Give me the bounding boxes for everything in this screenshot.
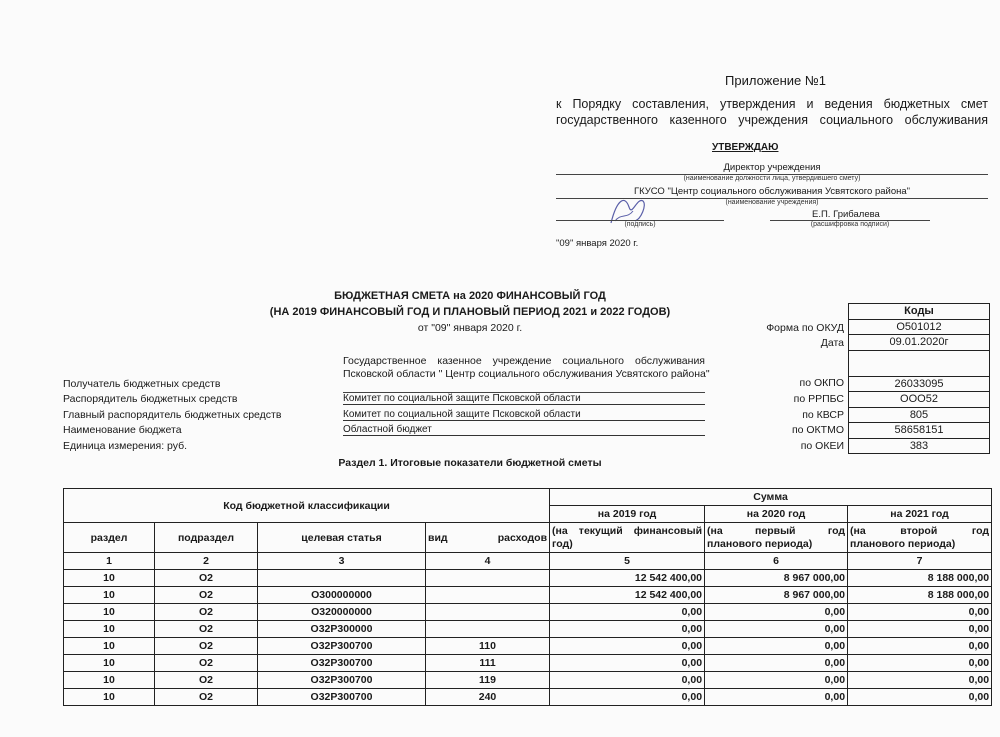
manager-value: Комитет по социальной защите Псковской области (343, 393, 705, 405)
cell-sum-2019: 0,00 (550, 621, 705, 638)
cell-celevaya: О300000000 (258, 587, 426, 604)
table-row (64, 587, 992, 604)
cell-sum-2020: 8 967 000,00 (705, 570, 848, 587)
cell-sum-2019: 0,00 (550, 689, 705, 706)
sum-header: Сумма (550, 489, 992, 506)
table-row (64, 672, 992, 689)
code-label-oktmo: по ОКТМО (791, 424, 844, 436)
code-label-okud: Форма по ОКУД (766, 322, 844, 334)
cell-vid: 119 (426, 672, 550, 689)
appendix-line-2: государственного казенного учреждения социального обслуживания (556, 113, 988, 127)
col-number: 3 (258, 553, 426, 570)
manager-label: Распорядитель бюджетных средств (63, 393, 238, 405)
table-row (64, 604, 992, 621)
col-number: 4 (426, 553, 550, 570)
budget-value: Областной бюджет (343, 424, 705, 436)
cell-sum-2021: 0,00 (848, 621, 992, 638)
name-caption: (расшифровка подписи) (810, 221, 890, 228)
cell-razdel: 10 (64, 587, 155, 604)
code-kvsr: 805 (849, 407, 990, 423)
code-date: 09.01.2020г (849, 335, 990, 351)
table-row (64, 689, 992, 706)
codes-header: Коды (849, 304, 990, 320)
cell-podrazdel: О2 (155, 655, 258, 672)
col-header-vid-b: расходов (497, 531, 548, 544)
code-rrpbs: ООО52 (849, 392, 990, 408)
cell-sum-2021: 8 188 000,00 (848, 570, 992, 587)
table-row (64, 655, 992, 672)
col-number: 2 (155, 553, 258, 570)
cell-celevaya: О32Р300700 (258, 655, 426, 672)
code-label-okei: по ОКЕИ (800, 440, 844, 452)
doc-title-line-1: БЮДЖЕТНАЯ СМЕТА на 2020 ФИНАНСОВЫЙ ГОД (334, 290, 606, 302)
approval-heading: УТВЕРЖДАЮ (712, 142, 779, 153)
cell-sum-2019: 12 542 400,00 (550, 570, 705, 587)
codes-table (848, 303, 990, 454)
approver-position: Директор учреждения (723, 162, 821, 173)
cell-sum-2020: 0,00 (705, 672, 848, 689)
code-okpo: 26033095 (849, 376, 990, 392)
col-header-vid (426, 523, 550, 553)
col-header-y2-line2: планового периода) (707, 537, 813, 550)
cell-razdel: 10 (64, 638, 155, 655)
col-header-y1-line1: (на текущий финансовый (552, 524, 703, 537)
cell-sum-2020: 0,00 (705, 621, 848, 638)
year-header-2019: на 2019 год (550, 506, 705, 523)
code-blank (849, 350, 990, 376)
cell-sum-2021: 0,00 (848, 638, 992, 655)
col-number: 6 (705, 553, 848, 570)
budget-label: Наименование бюджета (63, 424, 182, 436)
recipient-value-line-2: Псковской области " Центр социального обслуживания Усвятского района" (343, 368, 710, 380)
table-row (64, 638, 992, 655)
year-header-2020: на 2020 год (705, 506, 848, 523)
code-oktmo: 58658151 (849, 423, 990, 439)
cell-razdel: 10 (64, 672, 155, 689)
code-okei: 383 (849, 438, 990, 454)
cell-celevaya: О32Р300000 (258, 621, 426, 638)
col-header-y3-line1: (на второй год (850, 524, 990, 537)
cell-razdel: 10 (64, 604, 155, 621)
col-header-y3-line2: планового периода) (850, 537, 956, 550)
appendix-title: Приложение №1 (725, 73, 827, 88)
cell-sum-2020: 0,00 (705, 689, 848, 706)
code-label-rrpbs: по РРПБС (793, 393, 844, 405)
col-header-y1-line2: год) (552, 537, 573, 550)
col-number: 7 (848, 553, 992, 570)
cell-sum-2021: 0,00 (848, 655, 992, 672)
code-label-okpo: по ОКПО (799, 377, 844, 389)
doc-title-line-2: (НА 2019 ФИНАНСОВЫЙ ГОД И ПЛАНОВЫЙ ПЕРИОД 2021 и 2022 ГОДОВ) (269, 306, 671, 318)
cell-celevaya (258, 570, 426, 587)
cell-sum-2019: 0,00 (550, 604, 705, 621)
institution-caption: (наименование учреждения) (725, 199, 819, 206)
cell-razdel: 10 (64, 570, 155, 587)
col-header-y1 (550, 523, 705, 553)
col-header-podrazdel: подраздел (155, 523, 258, 553)
code-okud: О501012 (849, 319, 990, 335)
classification-header: Код бюджетной классификации (64, 489, 550, 523)
doc-date-line: от "09" января 2020 г. (417, 322, 523, 334)
cell-sum-2019: 0,00 (550, 672, 705, 689)
cell-vid (426, 604, 550, 621)
cell-sum-2020: 8 967 000,00 (705, 587, 848, 604)
cell-razdel: 10 (64, 689, 155, 706)
cell-celevaya: О32Р300700 (258, 689, 426, 706)
col-header-y3 (848, 523, 992, 553)
col-number: 1 (64, 553, 155, 570)
col-header-vid-a: вид (428, 531, 448, 544)
col-header-y2 (705, 523, 848, 553)
cell-podrazdel: О2 (155, 638, 258, 655)
cell-podrazdel: О2 (155, 587, 258, 604)
cell-razdel: 10 (64, 655, 155, 672)
signer-name: Е.П. Грибалева (812, 209, 880, 220)
signature-caption: (подпись) (624, 221, 656, 228)
year-header-2021: на 2021 год (848, 506, 992, 523)
cell-sum-2019: 12 542 400,00 (550, 587, 705, 604)
code-label-kvsr: по КВСР (802, 409, 844, 421)
cell-vid (426, 570, 550, 587)
table-row (64, 621, 992, 638)
cell-razdel: 10 (64, 621, 155, 638)
table-row (64, 570, 992, 587)
col-header-celevaya: целевая статья (258, 523, 426, 553)
approval-date: "09" января 2020 г. (556, 238, 639, 249)
cell-sum-2021: 0,00 (848, 689, 992, 706)
cell-vid (426, 621, 550, 638)
cell-sum-2020: 0,00 (705, 655, 848, 672)
position-caption: (наименование должности лица, утвердившего смету) (683, 175, 861, 182)
cell-podrazdel: О2 (155, 621, 258, 638)
budget-table (63, 488, 992, 706)
cell-podrazdel: О2 (155, 570, 258, 587)
cell-vid: 111 (426, 655, 550, 672)
cell-sum-2021: 8 188 000,00 (848, 587, 992, 604)
recipient-label: Получатель бюджетных средств (63, 378, 221, 390)
cell-celevaya: О32Р300700 (258, 638, 426, 655)
approver-institution: ГКУСО "Центр социального обслуживания Усвятского района" (633, 186, 911, 197)
cell-podrazdel: О2 (155, 604, 258, 621)
cell-sum-2019: 0,00 (550, 638, 705, 655)
cell-vid (426, 587, 550, 604)
cell-sum-2020: 0,00 (705, 604, 848, 621)
cell-sum-2021: 0,00 (848, 672, 992, 689)
cell-podrazdel: О2 (155, 672, 258, 689)
section-title: Раздел 1. Итоговые показатели бюджетной сметы (338, 457, 602, 469)
code-label-date: Дата (820, 337, 844, 349)
chief-label: Главный распорядитель бюджетных средств (63, 409, 282, 421)
unit-label: Единица измерения: руб. (63, 440, 188, 452)
cell-sum-2019: 0,00 (550, 655, 705, 672)
chief-value: Комитет по социальной защите Псковской области (343, 409, 705, 421)
recipient-value-line-1: Государственное казенное учреждение социального обслуживания (343, 355, 705, 367)
cell-sum-2021: 0,00 (848, 604, 992, 621)
appendix-line-1: к Порядку составления, утверждения и ведения бюджетных смет (556, 97, 988, 111)
col-header-y2-line1: (на первый год (707, 524, 846, 537)
cell-vid: 240 (426, 689, 550, 706)
table-body (64, 570, 992, 706)
cell-celevaya: О320000000 (258, 604, 426, 621)
cell-celevaya: О32Р300700 (258, 672, 426, 689)
col-header-razdel: раздел (64, 523, 155, 553)
cell-vid: 110 (426, 638, 550, 655)
cell-podrazdel: О2 (155, 689, 258, 706)
cell-sum-2020: 0,00 (705, 638, 848, 655)
col-number: 5 (550, 553, 705, 570)
